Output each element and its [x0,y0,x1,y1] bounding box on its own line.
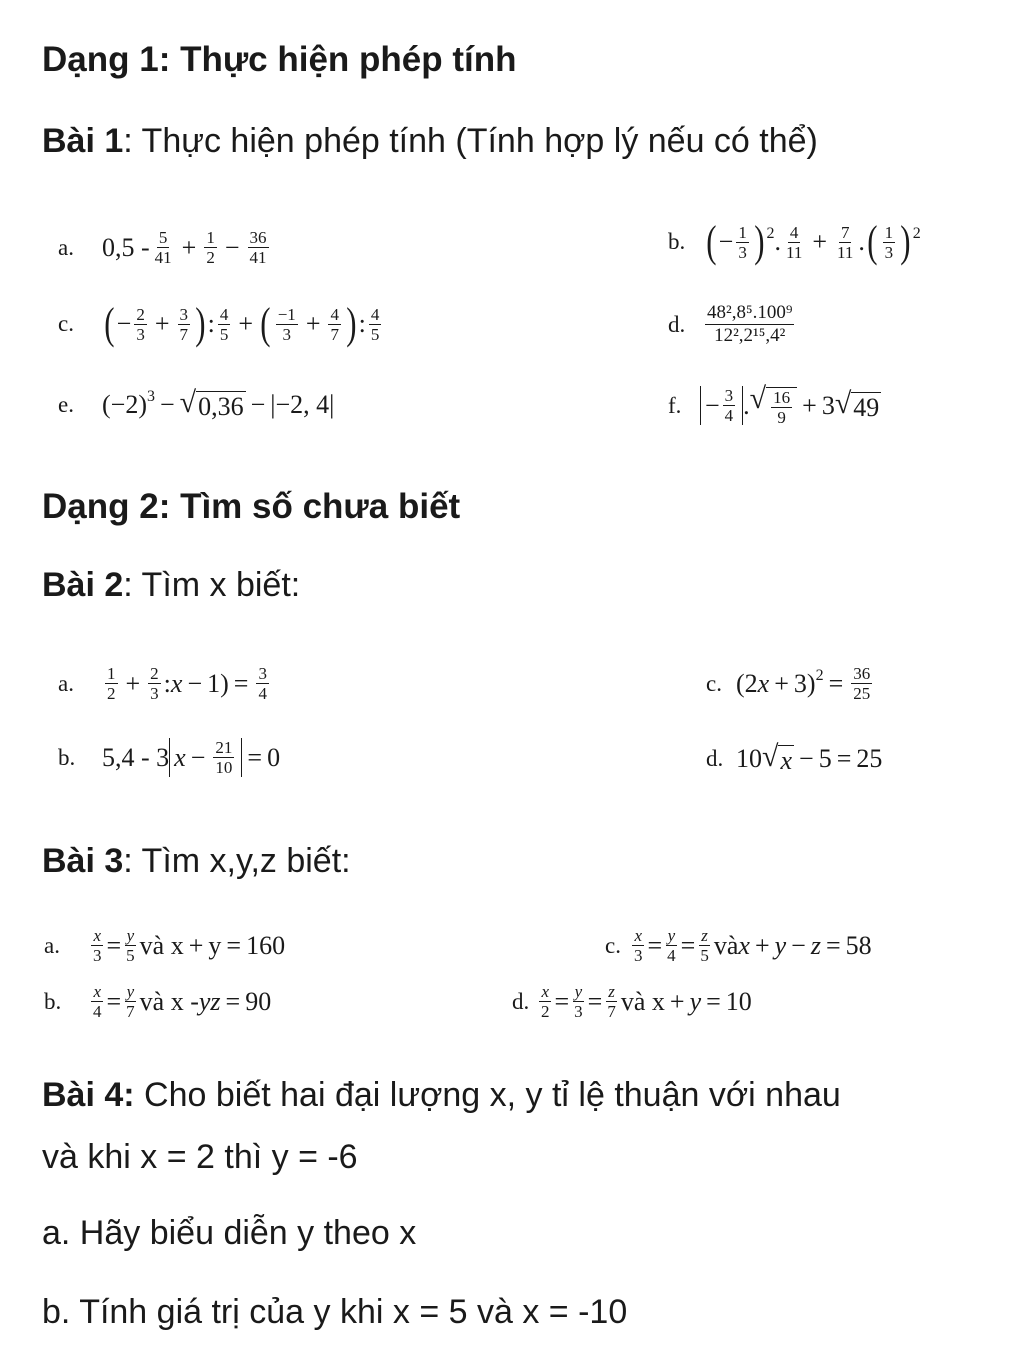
exercise-4-text: Cho biết hai đại lượng x, y tỉ lệ thuận với nhau [134,1076,841,1114]
exercise-3-text: : Tìm x,y,z biết: [123,842,351,880]
item-label: d. [668,311,686,337]
item-label: c. [605,932,621,958]
math-expression: 5,4 - 3 x − $\frac{21}{10}$ = 0 [102,738,281,777]
exercise-4-line1 [42,1076,841,1115]
exercise-2-text: : Tìm x biết: [123,566,301,604]
math-expression: ( − 2 3 + $\frac{3}{7}$ ) : 4 5 + ( −1 3 + $\frac{4}{7}$ ) : 4 5 [104,299,380,348]
math-expression: x 3 = y 5 và x + y = 160 [93,926,286,965]
item-label: c. [706,670,722,696]
math-expression: − 3 4 . √ $\frac{16}{9}$ + 3 √ 49 [700,384,881,427]
exercise-1a [58,228,272,267]
exercise-3d [512,982,752,1021]
item-label: a. [58,234,74,260]
item-label: f. [668,392,682,418]
item-label: d. [706,746,724,771]
math-expression: (−2) 3 − √ 0,36 − |−2, 4| [102,386,335,421]
exercise-3c [605,926,872,965]
item-label: b. [44,988,62,1014]
item-label: e. [58,392,74,417]
section-heading-dang2: Dạng 2: Tìm số chưa biết [42,487,461,526]
section-heading-dang1: Dạng 1: Thực hiện phép tính [42,40,517,79]
item-label: a. [58,670,74,696]
math-expression: 1 2 + $\frac{2}{3}$ : x − 1) = $\frac{3}{4}$ [107,664,267,703]
exercise-1-text: : Thực hiện phép tính (Tính hợp lý nếu có thể) [123,122,818,160]
math-expression: ( − 1 3 ) 2 . 4 11 + $\frac{7}{11}$ . ( 1 3 ) 2 [706,217,921,266]
math-expression: x 3 = y 4 = z 5 và x + y − z = 58 [634,926,872,965]
exercise-1d [668,302,797,347]
item-label: d. [512,988,530,1014]
exercise-3-heading [42,842,351,881]
exercise-1b [668,217,921,266]
exercise-2a [58,664,272,703]
exercise-2-label: Bài 2 [42,566,124,604]
math-expression: x 4 = y 7 và x - yz = 90 [93,982,272,1021]
exercise-4-part-a: a. Hãy biểu diễn y theo x [42,1214,417,1252]
exercise-3a [44,926,285,965]
exercise-1e [58,388,334,422]
math-expression: x 2 = y 3 = z 7 và x + y = 10 [541,982,752,1021]
exercise-4-line2: và khi x = 2 thì y = -6 [42,1138,358,1176]
exercise-2d [706,742,882,776]
exercise-1-label: Bài 1 [42,122,124,160]
math-expression: 48²,8⁵.100⁹ 12²,2¹⁵,4² [707,302,793,346]
exercise-2c [706,664,875,703]
math-expression: 0,5 - 5 41 + $\frac{1}{2}$ − $\frac{36}{41}$ [102,228,267,267]
exercise-1c [58,299,384,348]
exercise-3-label: Bài 3 [42,842,124,880]
exercise-2b [58,738,280,777]
exercise-4-label: Bài 4: [42,1076,135,1114]
exercise-2-heading [42,566,300,605]
math-expression: 10 √ x − 5 = 25 [736,740,883,775]
math-expression: (2 x + 3) 2 = $\frac{36}{25}$ [736,664,871,703]
exercise-1f [668,384,881,427]
exercise-3b [44,982,271,1021]
exercise-1-heading [42,122,818,161]
item-label: b. [668,229,686,254]
item-label: a. [44,932,60,958]
exercise-4-part-b: b. Tính giá trị của y khi x = 5 và x = -10 [42,1293,628,1331]
item-label: b. [58,744,76,770]
item-label: c. [58,311,74,336]
